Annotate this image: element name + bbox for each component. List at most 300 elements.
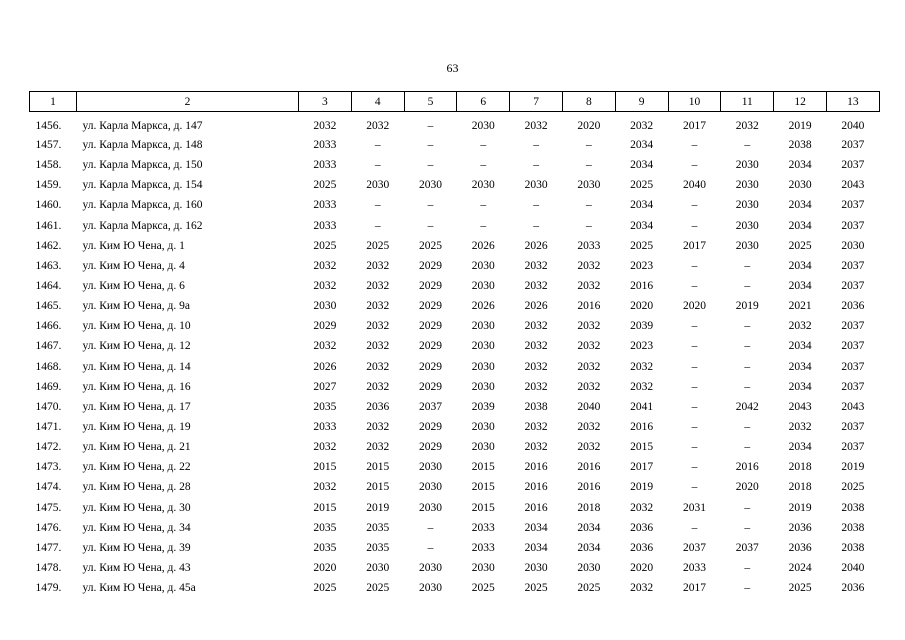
address-cell: ул. Карла Маркса, д. 147: [82, 119, 203, 132]
address-cell: ул. Карла Маркса, д. 160: [82, 199, 203, 212]
year-cell: –: [691, 400, 698, 413]
table-row: [30, 216, 880, 236]
year-cell: 2015: [630, 441, 654, 454]
row-number-cell: 1468.: [35, 360, 62, 373]
address-cell: ул. Ким Ю Чена, д. 16: [82, 380, 191, 393]
year-cell: 2030: [366, 179, 390, 192]
year-cell: 2025: [313, 239, 337, 252]
year-cell: 2032: [577, 360, 601, 373]
table-row: [30, 558, 880, 578]
year-cell: –: [691, 380, 698, 393]
year-cell: 2032: [366, 300, 390, 313]
year-cell: –: [744, 139, 751, 152]
year-cell: –: [427, 219, 434, 232]
year-cell: –: [744, 562, 751, 575]
year-cell: 2032: [366, 340, 390, 353]
year-cell: 2035: [366, 541, 390, 554]
year-cell: 2037: [841, 340, 865, 353]
year-cell: 2032: [524, 320, 548, 333]
year-cell: –: [691, 340, 698, 353]
year-cell: 2019: [788, 501, 812, 514]
year-cell: 2025: [313, 179, 337, 192]
year-cell: 2037: [841, 380, 865, 393]
year-cell: 2021: [788, 300, 812, 313]
year-cell: –: [691, 320, 698, 333]
year-cell: 2034: [630, 139, 654, 152]
year-cell: 2015: [366, 461, 390, 474]
year-cell: 2030: [735, 239, 759, 252]
address-cell: ул. Ким Ю Чена, д. 9а: [82, 300, 190, 313]
table-row: [30, 236, 880, 256]
row-number-cell: 1476.: [35, 521, 62, 534]
row-number-cell: 1462.: [35, 239, 62, 252]
column-header-7: 7: [510, 92, 563, 112]
year-cell: –: [533, 159, 539, 172]
column-header-10: 10: [668, 92, 721, 112]
row-number-cell: 1463.: [35, 259, 62, 272]
row-number-cell: 1456.: [35, 119, 62, 132]
year-cell: 2029: [418, 280, 442, 293]
year-cell: 2020: [313, 562, 337, 575]
row-number-cell: 1457.: [35, 139, 62, 152]
year-cell: 2032: [630, 119, 654, 132]
year-cell: 2032: [577, 340, 601, 353]
row-number-cell: 1469.: [35, 380, 62, 393]
year-cell: 2018: [788, 481, 812, 494]
row-number-cell: 1479.: [35, 582, 62, 595]
year-cell: 2019: [630, 481, 654, 494]
year-cell: –: [586, 199, 592, 212]
year-cell: 2025: [418, 239, 442, 252]
row-number-cell: 1472.: [35, 441, 62, 454]
year-cell: 2030: [735, 199, 759, 212]
year-cell: 2032: [577, 421, 601, 434]
year-cell: 2032: [524, 259, 548, 272]
year-cell: 2037: [418, 400, 442, 413]
column-header-4: 4: [351, 92, 404, 112]
year-cell: 2037: [841, 421, 865, 434]
year-cell: 2017: [682, 239, 706, 252]
year-cell: 2015: [313, 501, 337, 514]
year-cell: 2036: [366, 400, 390, 413]
year-cell: 2023: [630, 259, 654, 272]
year-cell: 2030: [471, 280, 495, 293]
year-cell: 2030: [313, 300, 337, 313]
table-body: [30, 112, 880, 599]
year-cell: 2039: [471, 400, 495, 413]
table-row: [30, 112, 880, 136]
year-cell: 2016: [630, 280, 654, 293]
row-number-cell: 1461.: [35, 219, 62, 232]
year-cell: 2029: [418, 441, 442, 454]
table-header-row: [30, 92, 880, 112]
year-cell: 2033: [577, 239, 601, 252]
year-cell: 2036: [630, 521, 654, 534]
row-number-cell: 1466.: [35, 320, 62, 333]
year-cell: 2041: [630, 400, 654, 413]
year-cell: 2017: [630, 461, 654, 474]
year-cell: –: [691, 199, 698, 212]
year-cell: 2032: [366, 280, 390, 293]
year-cell: –: [691, 441, 698, 454]
year-cell: 2037: [735, 541, 759, 554]
year-cell: –: [586, 219, 592, 232]
year-cell: 2030: [471, 340, 495, 353]
column-header-12: 12: [774, 92, 827, 112]
year-cell: 2032: [366, 441, 390, 454]
year-cell: 2030: [524, 562, 548, 575]
year-cell: 2033: [313, 139, 337, 152]
year-cell: 2030: [418, 582, 442, 595]
row-number-cell: 1471.: [35, 421, 62, 434]
year-cell: 2032: [313, 441, 337, 454]
table-row: [30, 538, 880, 558]
year-cell: 2037: [841, 139, 865, 152]
year-cell: 2034: [788, 340, 812, 353]
year-cell: 2029: [418, 421, 442, 434]
year-cell: 2016: [524, 501, 548, 514]
year-cell: 2016: [630, 421, 654, 434]
year-cell: –: [691, 360, 698, 373]
year-cell: 2033: [471, 521, 495, 534]
year-cell: –: [374, 139, 381, 152]
table-row: [30, 397, 880, 417]
year-cell: 2032: [630, 501, 654, 514]
year-cell: –: [427, 541, 434, 554]
table-row: [30, 195, 880, 215]
year-cell: –: [744, 340, 751, 353]
year-cell: 2016: [524, 461, 548, 474]
table-row: [30, 518, 880, 538]
year-cell: 2030: [735, 159, 759, 172]
row-number-cell: 1458.: [35, 159, 62, 172]
year-cell: 2037: [841, 199, 865, 212]
year-cell: 2038: [788, 139, 812, 152]
year-cell: 2029: [418, 320, 442, 333]
page-number: 63: [446, 61, 459, 75]
address-cell: ул. Карла Маркса, д. 162: [82, 219, 203, 232]
year-cell: 2043: [841, 179, 865, 192]
year-cell: –: [744, 280, 751, 293]
year-cell: 2016: [577, 300, 601, 313]
column-header-5: 5: [404, 92, 457, 112]
address-cell: ул. Ким Ю Чена, д. 6: [82, 280, 185, 293]
year-cell: 2025: [630, 239, 654, 252]
year-cell: 2015: [471, 461, 495, 474]
year-cell: 2019: [841, 461, 865, 474]
column-header-11: 11: [721, 92, 774, 112]
year-cell: 2030: [524, 179, 548, 192]
year-cell: 2032: [313, 259, 337, 272]
year-cell: –: [533, 199, 539, 212]
year-cell: 2030: [471, 179, 495, 192]
column-header-13: 13: [826, 92, 879, 112]
year-cell: 2025: [841, 481, 865, 494]
year-cell: 2017: [682, 582, 706, 595]
year-cell: –: [427, 199, 434, 212]
year-cell: 2016: [577, 481, 601, 494]
table-row: [30, 316, 880, 336]
year-cell: 2025: [524, 582, 548, 595]
year-cell: 2039: [630, 320, 654, 333]
year-cell: 2018: [577, 501, 601, 514]
year-cell: –: [691, 421, 698, 434]
year-cell: 2036: [841, 300, 865, 313]
year-cell: 2036: [841, 582, 865, 595]
year-cell: 2031: [682, 501, 706, 514]
year-cell: –: [586, 139, 592, 152]
year-cell: 2016: [577, 461, 601, 474]
year-cell: 2032: [630, 582, 654, 595]
address-cell: ул. Карла Маркса, д. 150: [82, 159, 203, 172]
year-cell: 2040: [577, 400, 601, 413]
year-cell: –: [480, 139, 487, 152]
year-cell: 2030: [577, 562, 601, 575]
year-cell: 2030: [577, 179, 601, 192]
address-cell: ул. Ким Ю Чена, д. 4: [82, 259, 185, 272]
year-cell: 2034: [788, 199, 812, 212]
year-cell: –: [480, 159, 487, 172]
row-number-cell: 1477.: [35, 541, 62, 554]
year-cell: 2023: [630, 340, 654, 353]
year-cell: 2032: [366, 119, 390, 132]
year-cell: 2027: [313, 380, 337, 393]
year-cell: 2032: [366, 259, 390, 272]
year-cell: 2032: [577, 441, 601, 454]
year-cell: 2032: [524, 360, 548, 373]
column-header-6: 6: [457, 92, 510, 112]
year-cell: 2040: [841, 119, 865, 132]
year-cell: 2037: [841, 280, 865, 293]
year-cell: 2030: [471, 360, 495, 373]
row-number-cell: 1465.: [35, 300, 62, 313]
address-cell: ул. Ким Ю Чена, д. 43: [82, 562, 191, 575]
year-cell: 2043: [788, 400, 812, 413]
table-row: [30, 256, 880, 276]
year-cell: 2038: [841, 541, 865, 554]
year-cell: 2034: [788, 159, 812, 172]
year-cell: 2032: [788, 320, 812, 333]
year-cell: 2033: [313, 199, 337, 212]
year-cell: 2034: [577, 541, 601, 554]
table-row: [30, 437, 880, 457]
year-cell: 2032: [366, 421, 390, 434]
table-row: [30, 578, 880, 598]
row-number-cell: 1460.: [35, 199, 62, 212]
table-row: [30, 155, 880, 175]
table-row: [30, 498, 880, 518]
year-cell: 2034: [630, 219, 654, 232]
year-cell: –: [744, 582, 751, 595]
year-cell: 2020: [682, 300, 706, 313]
year-cell: 2032: [366, 380, 390, 393]
address-cell: ул. Ким Ю Чена, д. 14: [82, 360, 191, 373]
address-cell: ул. Ким Ю Чена, д. 45а: [82, 582, 196, 595]
address-cell: ул. Ким Ю Чена, д. 12: [82, 340, 191, 353]
table-row: [30, 175, 880, 195]
year-cell: 2037: [841, 159, 865, 172]
table-row: [30, 336, 880, 356]
row-number-cell: 1470.: [35, 400, 62, 413]
year-cell: –: [691, 259, 698, 272]
year-cell: –: [744, 521, 751, 534]
year-cell: 2030: [735, 179, 759, 192]
year-cell: 2029: [313, 320, 337, 333]
year-cell: –: [744, 421, 751, 434]
year-cell: 2029: [418, 360, 442, 373]
year-cell: –: [691, 280, 698, 293]
year-cell: 2025: [313, 582, 337, 595]
year-cell: –: [691, 481, 698, 494]
row-number-cell: 1473.: [35, 461, 62, 474]
year-cell: 2034: [788, 259, 812, 272]
year-cell: 2032: [788, 421, 812, 434]
table-row: [30, 357, 880, 377]
row-number-cell: 1478.: [35, 562, 62, 575]
year-cell: 2035: [366, 521, 390, 534]
year-cell: –: [691, 159, 698, 172]
year-cell: 2025: [630, 179, 654, 192]
year-cell: 2025: [788, 582, 812, 595]
year-cell: 2033: [471, 541, 495, 554]
column-header-8: 8: [562, 92, 615, 112]
year-cell: 2029: [418, 380, 442, 393]
year-cell: –: [691, 521, 698, 534]
year-cell: 2024: [788, 562, 812, 575]
year-cell: 2032: [313, 119, 337, 132]
year-cell: 2034: [788, 441, 812, 454]
year-cell: –: [427, 119, 434, 132]
year-cell: 2030: [418, 501, 442, 514]
year-cell: 2026: [524, 239, 548, 252]
year-cell: –: [374, 159, 381, 172]
year-cell: –: [374, 219, 381, 232]
year-cell: –: [427, 521, 434, 534]
year-cell: 2026: [524, 300, 548, 313]
year-cell: 2030: [735, 219, 759, 232]
year-cell: 2030: [788, 179, 812, 192]
year-cell: 2032: [630, 360, 654, 373]
year-cell: 2030: [418, 179, 442, 192]
column-header-9: 9: [615, 92, 668, 112]
year-cell: 2038: [841, 521, 865, 534]
year-cell: 2030: [471, 119, 495, 132]
year-cell: 2032: [524, 421, 548, 434]
year-cell: 2030: [418, 461, 442, 474]
year-cell: –: [586, 159, 592, 172]
year-cell: 2020: [630, 300, 654, 313]
table-row: [30, 135, 880, 155]
year-cell: 2030: [471, 380, 495, 393]
year-cell: 2032: [735, 119, 759, 132]
table-row: [30, 276, 880, 296]
year-cell: 2029: [418, 259, 442, 272]
year-cell: 2040: [841, 562, 865, 575]
year-cell: 2034: [524, 541, 548, 554]
year-cell: –: [744, 501, 751, 514]
year-cell: 2035: [313, 400, 337, 413]
year-cell: 2030: [366, 562, 390, 575]
year-cell: 2026: [471, 300, 495, 313]
table-row: [30, 377, 880, 397]
row-number-cell: 1459.: [35, 179, 62, 192]
year-cell: –: [691, 139, 698, 152]
row-number-cell: 1474.: [35, 481, 62, 494]
year-cell: 2043: [841, 400, 865, 413]
year-cell: 2030: [471, 320, 495, 333]
year-cell: –: [744, 380, 751, 393]
year-cell: 2037: [841, 441, 865, 454]
year-cell: –: [744, 320, 751, 333]
address-cell: ул. Ким Ю Чена, д. 30: [82, 501, 191, 514]
year-cell: 2037: [682, 541, 706, 554]
year-cell: 2017: [682, 119, 706, 132]
year-cell: 2033: [313, 421, 337, 434]
table-row: [30, 457, 880, 477]
column-header-2: 2: [77, 92, 299, 112]
year-cell: 2030: [471, 441, 495, 454]
year-cell: 2030: [471, 259, 495, 272]
year-cell: 2030: [418, 562, 442, 575]
year-cell: 2034: [577, 521, 601, 534]
year-cell: 2025: [471, 582, 495, 595]
year-cell: 2032: [313, 481, 337, 494]
year-cell: 2038: [524, 400, 548, 413]
address-cell: ул. Ким Ю Чена, д. 21: [82, 441, 191, 454]
year-cell: 2036: [630, 541, 654, 554]
year-cell: 2030: [841, 239, 865, 252]
address-cell: ул. Ким Ю Чена, д. 1: [82, 239, 185, 252]
year-cell: 2016: [524, 481, 548, 494]
year-cell: 2035: [313, 521, 337, 534]
year-cell: 2030: [471, 421, 495, 434]
year-cell: 2042: [735, 400, 759, 413]
year-cell: 2032: [577, 280, 601, 293]
year-cell: 2032: [524, 441, 548, 454]
year-cell: 2036: [788, 521, 812, 534]
year-cell: 2019: [788, 119, 812, 132]
year-cell: 2020: [577, 119, 601, 132]
year-cell: 2038: [841, 501, 865, 514]
year-cell: 2029: [418, 300, 442, 313]
row-number-cell: 1467.: [35, 340, 62, 353]
year-cell: 2020: [735, 481, 759, 494]
address-cell: ул. Карла Маркса, д. 154: [82, 179, 203, 192]
year-cell: 2035: [313, 541, 337, 554]
year-cell: 2019: [366, 501, 390, 514]
year-cell: 2032: [313, 340, 337, 353]
year-cell: 2030: [471, 562, 495, 575]
year-cell: –: [744, 259, 751, 272]
address-cell: ул. Ким Ю Чена, д. 10: [82, 320, 191, 333]
year-cell: 2034: [788, 360, 812, 373]
address-cell: ул. Ким Ю Чена, д. 34: [82, 521, 191, 534]
year-cell: 2032: [366, 320, 390, 333]
year-cell: 2025: [577, 582, 601, 595]
year-cell: 2019: [735, 300, 759, 313]
address-cell: ул. Карла Маркса, д. 148: [82, 139, 203, 152]
year-cell: –: [691, 219, 698, 232]
row-number-cell: 1475.: [35, 501, 62, 514]
year-cell: 2030: [418, 481, 442, 494]
year-cell: 2025: [366, 582, 390, 595]
year-cell: 2034: [524, 521, 548, 534]
address-cell: ул. Ким Ю Чена, д. 17: [82, 400, 191, 413]
year-cell: –: [427, 139, 434, 152]
year-cell: 2032: [524, 340, 548, 353]
housing-repair-table: [29, 91, 880, 598]
year-cell: 2032: [630, 380, 654, 393]
